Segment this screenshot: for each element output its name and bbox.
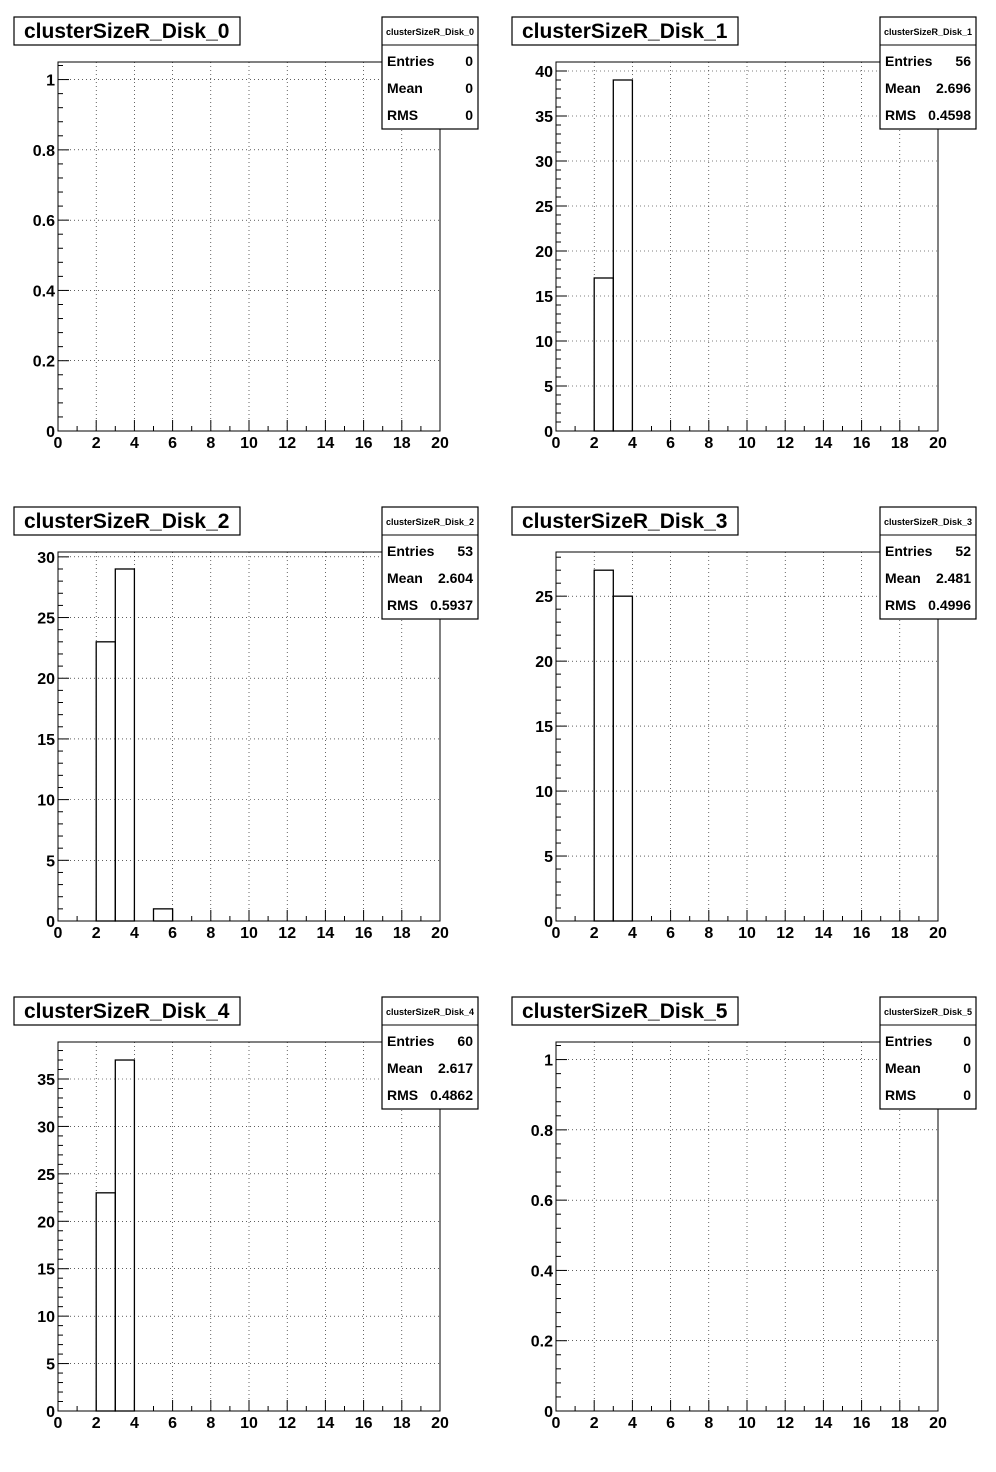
y-tick-label: 20 bbox=[535, 654, 553, 672]
x-tick-label: 16 bbox=[852, 1415, 871, 1432]
stats-label: Entries bbox=[387, 1033, 435, 1049]
stats-value: 2.481 bbox=[935, 570, 971, 586]
y-tick-label: 0 bbox=[46, 914, 55, 931]
x-tick-label: 18 bbox=[392, 435, 411, 452]
stats-title: clusterSizeR_Disk_3 bbox=[883, 517, 973, 527]
x-tick-label: 12 bbox=[776, 925, 795, 942]
stats-value: 60 bbox=[457, 1033, 473, 1049]
stats-label: Mean bbox=[387, 570, 423, 586]
x-tick-label: 4 bbox=[627, 435, 637, 452]
histogram-panel bbox=[512, 507, 976, 942]
x-tick-label: 20 bbox=[431, 1415, 449, 1432]
stats-title: clusterSizeR_Disk_0 bbox=[385, 27, 475, 37]
x-tick-label: 20 bbox=[929, 435, 947, 452]
histogram-panel bbox=[14, 997, 478, 1432]
x-tick-label: 10 bbox=[738, 925, 756, 942]
stats-label: Mean bbox=[387, 80, 423, 96]
x-tick-label: 2 bbox=[91, 435, 101, 452]
x-tick-label: 20 bbox=[431, 435, 449, 452]
y-tick-label: 0.6 bbox=[32, 213, 55, 231]
y-tick-label: 30 bbox=[535, 154, 553, 171]
x-tick-label: 2 bbox=[91, 925, 101, 942]
x-tick-label: 2 bbox=[589, 1415, 599, 1432]
x-tick-label: 12 bbox=[776, 435, 795, 452]
x-tick-label: 14 bbox=[316, 1415, 335, 1432]
stats-value: 0 bbox=[465, 107, 473, 123]
plot-title bbox=[512, 507, 738, 535]
x-tick-label: 6 bbox=[666, 435, 676, 452]
stats-value: 0 bbox=[963, 1087, 971, 1103]
x-tick-label: 8 bbox=[206, 435, 216, 452]
y-tick-label: 5 bbox=[46, 1356, 55, 1374]
y-tick-label: 20 bbox=[37, 1214, 55, 1232]
stats-label: Entries bbox=[387, 53, 435, 69]
title-text: clusterSizeR_Disk_4 bbox=[24, 1000, 230, 1023]
stats-box bbox=[382, 997, 478, 1109]
x-tick-label: 16 bbox=[852, 435, 871, 452]
stats-label: Mean bbox=[885, 80, 921, 96]
plot-title bbox=[512, 997, 738, 1025]
y-tick-label: 25 bbox=[37, 610, 55, 628]
y-tick-label: 0 bbox=[46, 1404, 55, 1421]
y-tick-label: 15 bbox=[535, 719, 553, 737]
stats-label: Entries bbox=[387, 543, 435, 559]
stats-title: clusterSizeR_Disk_2 bbox=[385, 517, 475, 527]
y-tick-label: 25 bbox=[37, 1166, 55, 1184]
stats-value: 0.4996 bbox=[928, 597, 971, 613]
x-tick-label: 18 bbox=[890, 925, 909, 942]
stats-value: 0 bbox=[465, 80, 473, 96]
title-text: clusterSizeR_Disk_2 bbox=[24, 510, 230, 533]
stats-title: clusterSizeR_Disk_4 bbox=[385, 1007, 475, 1017]
x-tick-label: 0 bbox=[53, 435, 63, 452]
x-tick-label: 0 bbox=[551, 435, 561, 452]
x-tick-label: 2 bbox=[589, 435, 599, 452]
x-tick-label: 20 bbox=[929, 1415, 947, 1432]
x-tick-label: 4 bbox=[129, 435, 139, 452]
y-tick-label: 10 bbox=[535, 784, 553, 802]
x-tick-label: 6 bbox=[666, 925, 676, 942]
y-tick-label: 0 bbox=[46, 424, 55, 441]
stats-label: RMS bbox=[387, 1087, 419, 1103]
y-tick-label: 15 bbox=[37, 731, 55, 749]
stats-label: RMS bbox=[387, 107, 419, 123]
plot-title bbox=[512, 17, 738, 45]
histogram-panel bbox=[512, 997, 976, 1432]
stats-label: RMS bbox=[387, 597, 419, 613]
x-tick-label: 0 bbox=[551, 1415, 561, 1432]
y-tick-label: 0 bbox=[544, 1404, 553, 1421]
x-tick-label: 8 bbox=[206, 1415, 216, 1432]
title-text: clusterSizeR_Disk_3 bbox=[522, 510, 728, 533]
x-tick-label: 16 bbox=[354, 1415, 373, 1432]
stats-label: RMS bbox=[885, 597, 917, 613]
y-tick-label: 30 bbox=[37, 549, 55, 567]
x-tick-label: 0 bbox=[53, 925, 63, 942]
y-tick-label: 0 bbox=[544, 914, 553, 931]
x-tick-label: 6 bbox=[168, 435, 178, 452]
x-tick-label: 8 bbox=[206, 925, 216, 942]
stats-value: 53 bbox=[457, 543, 473, 559]
y-tick-label: 1 bbox=[46, 72, 55, 90]
x-tick-label: 12 bbox=[776, 1415, 795, 1432]
stats-value: 0 bbox=[963, 1033, 971, 1049]
title-text: clusterSizeR_Disk_1 bbox=[522, 20, 728, 43]
stats-label: Mean bbox=[387, 1060, 423, 1076]
x-tick-label: 2 bbox=[91, 1415, 101, 1432]
x-tick-label: 0 bbox=[551, 925, 561, 942]
stats-label: RMS bbox=[885, 1087, 917, 1103]
stats-box bbox=[880, 997, 976, 1109]
x-tick-label: 4 bbox=[627, 925, 637, 942]
y-tick-label: 30 bbox=[37, 1119, 55, 1137]
stats-label: Entries bbox=[885, 53, 933, 69]
y-tick-label: 15 bbox=[37, 1261, 55, 1279]
x-tick-label: 6 bbox=[168, 925, 178, 942]
y-tick-label: 20 bbox=[535, 244, 553, 261]
stats-value: 0.4598 bbox=[928, 107, 971, 123]
x-tick-label: 14 bbox=[316, 435, 335, 452]
histogram-panel bbox=[14, 507, 478, 942]
stats-label: Mean bbox=[885, 1060, 921, 1076]
y-tick-label: 0.4 bbox=[32, 283, 55, 301]
x-tick-label: 10 bbox=[240, 925, 258, 942]
x-tick-label: 18 bbox=[392, 1415, 411, 1432]
stats-label: RMS bbox=[885, 107, 917, 123]
y-tick-label: 25 bbox=[535, 589, 553, 607]
stats-value: 52 bbox=[955, 543, 971, 559]
y-tick-label: 15 bbox=[535, 289, 553, 306]
plot-title bbox=[14, 997, 240, 1025]
stats-value: 0 bbox=[465, 53, 473, 69]
stats-value: 2.696 bbox=[935, 80, 971, 96]
y-tick-label: 0.8 bbox=[530, 1122, 553, 1140]
x-tick-label: 10 bbox=[738, 435, 756, 452]
x-tick-label: 6 bbox=[666, 1415, 676, 1432]
y-tick-label: 35 bbox=[535, 109, 553, 126]
y-tick-label: 40 bbox=[535, 64, 553, 81]
stats-value: 2.617 bbox=[437, 1060, 473, 1076]
stats-title: clusterSizeR_Disk_5 bbox=[883, 1007, 973, 1017]
y-tick-label: 25 bbox=[535, 199, 553, 216]
x-tick-label: 18 bbox=[392, 925, 411, 942]
stats-box bbox=[880, 17, 976, 129]
y-tick-label: 10 bbox=[535, 334, 553, 351]
x-tick-label: 12 bbox=[278, 1415, 297, 1432]
x-tick-label: 4 bbox=[129, 1415, 139, 1432]
y-tick-label: 10 bbox=[37, 792, 55, 810]
stats-value: 2.604 bbox=[437, 570, 473, 586]
stats-value: 56 bbox=[955, 53, 971, 69]
title-text: clusterSizeR_Disk_5 bbox=[522, 1000, 728, 1023]
plot-title bbox=[14, 507, 240, 535]
stats-title: clusterSizeR_Disk_1 bbox=[883, 27, 973, 37]
stats-value: 0 bbox=[963, 1060, 971, 1076]
x-tick-label: 12 bbox=[278, 925, 297, 942]
y-tick-label: 0.6 bbox=[530, 1193, 553, 1211]
y-tick-label: 0.2 bbox=[32, 353, 55, 371]
y-tick-label: 35 bbox=[37, 1071, 55, 1089]
x-tick-label: 12 bbox=[278, 435, 297, 452]
y-tick-label: 0 bbox=[544, 424, 553, 441]
x-tick-label: 2 bbox=[589, 925, 599, 942]
x-tick-label: 14 bbox=[316, 925, 335, 942]
y-tick-label: 20 bbox=[37, 671, 55, 689]
x-tick-label: 8 bbox=[704, 925, 714, 942]
plot-title bbox=[14, 17, 240, 45]
y-tick-label: 5 bbox=[544, 849, 553, 867]
y-tick-label: 0.4 bbox=[530, 1263, 553, 1281]
stats-value: 0.4862 bbox=[430, 1087, 473, 1103]
x-tick-label: 16 bbox=[852, 925, 871, 942]
x-tick-label: 8 bbox=[704, 435, 714, 452]
stats-value: 0.5937 bbox=[430, 597, 473, 613]
x-tick-label: 10 bbox=[240, 1415, 258, 1432]
y-tick-label: 0.8 bbox=[32, 142, 55, 160]
x-tick-label: 10 bbox=[240, 435, 258, 452]
stats-box bbox=[382, 17, 478, 129]
stats-label: Entries bbox=[885, 1033, 933, 1049]
x-tick-label: 20 bbox=[929, 925, 947, 942]
y-tick-label: 10 bbox=[37, 1309, 55, 1327]
stats-label: Entries bbox=[885, 543, 933, 559]
title-text: clusterSizeR_Disk_0 bbox=[24, 20, 230, 43]
histogram-panel bbox=[512, 17, 976, 452]
x-tick-label: 0 bbox=[53, 1415, 63, 1432]
stats-box bbox=[382, 507, 478, 619]
stats-label: Mean bbox=[885, 570, 921, 586]
x-tick-label: 8 bbox=[704, 1415, 714, 1432]
x-tick-label: 18 bbox=[890, 435, 909, 452]
x-tick-label: 10 bbox=[738, 1415, 756, 1432]
x-tick-label: 6 bbox=[168, 1415, 178, 1432]
x-tick-label: 4 bbox=[129, 925, 139, 942]
x-tick-label: 14 bbox=[814, 925, 833, 942]
y-tick-label: 0.2 bbox=[530, 1333, 553, 1351]
x-tick-label: 14 bbox=[814, 435, 833, 452]
x-tick-label: 16 bbox=[354, 925, 373, 942]
y-tick-label: 1 bbox=[544, 1052, 553, 1070]
y-tick-label: 5 bbox=[544, 379, 553, 396]
x-tick-label: 18 bbox=[890, 1415, 909, 1432]
x-tick-label: 20 bbox=[431, 925, 449, 942]
x-tick-label: 16 bbox=[354, 435, 373, 452]
x-tick-label: 14 bbox=[814, 1415, 833, 1432]
histogram-panel bbox=[14, 17, 478, 452]
x-tick-label: 4 bbox=[627, 1415, 637, 1432]
stats-box bbox=[880, 507, 976, 619]
y-tick-label: 5 bbox=[46, 853, 55, 871]
